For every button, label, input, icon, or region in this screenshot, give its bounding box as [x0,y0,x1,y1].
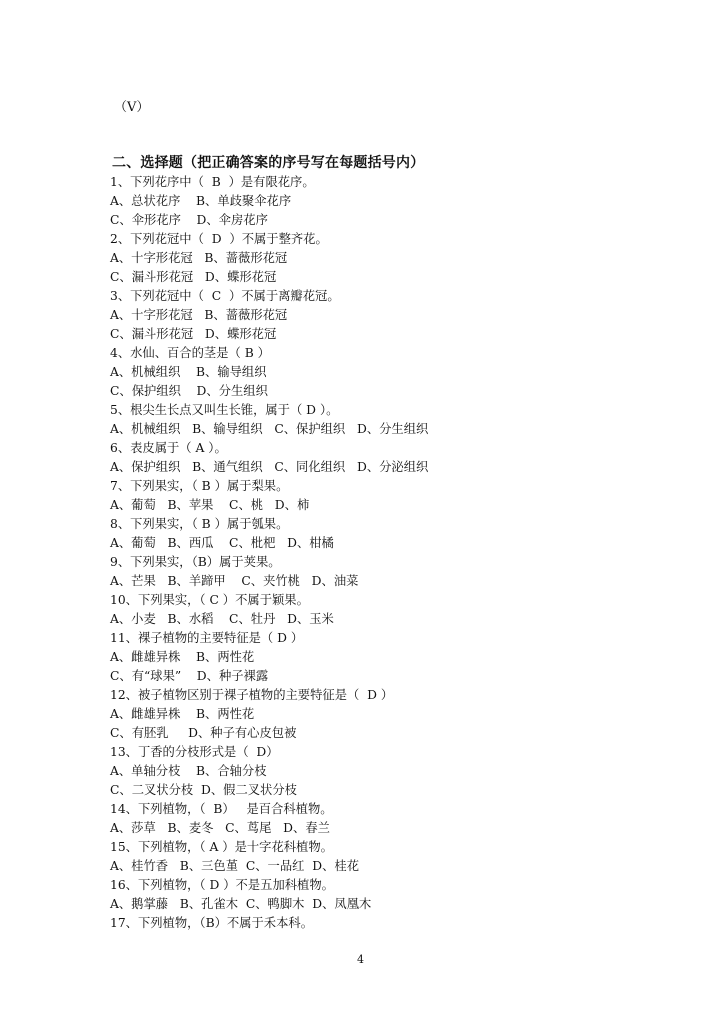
answer-options: A、雌雄异株 B、两性花 [110,650,255,664]
question-stem: 8、下列果实，（ B ）属于瓠果。 [110,517,289,531]
answer-options: A、小麦 B、水稻 C、牡丹 D、玉米 [110,612,334,626]
answer-options: C、漏斗形花冠 D、蝶形花冠 [110,270,277,284]
question-stem: 6、表皮属于（ A ）。 [110,441,227,455]
answer-options: C、保护组织 D、分生组织 [110,384,268,398]
question-stem: 15、下列植物，（ A ）是十字花科植物。 [110,840,333,854]
question-stem: 14、下列植物，（ B） 是百合科植物。 [110,802,333,816]
answer-options: C、有“球果” D、种子裸露 [110,669,269,683]
question-stem: 11、裸子植物的主要特征是（ D ） [110,631,304,645]
answer-options: A、十字形花冠 B、蔷薇形花冠 [110,251,288,265]
answer-options: C、伞形花序 D、伞房花序 [110,213,268,227]
answer-mark: （V） [114,100,150,115]
question-stem: 16、下列植物，（ D ）不是五加科植物。 [110,878,334,892]
answer-options: A、桂竹香 B、三色堇 C、一品红 D、桂花 [110,859,360,873]
answer-options: A、葡萄 B、西瓜 C、枇杷 D、柑橘 [110,536,334,550]
answer-options: A、十字形花冠 B、蔷薇形花冠 [110,308,288,322]
answer-options: C、二叉状分枝 D、假二叉状分枝 [110,783,297,797]
question-stem: 4、水仙、百合的茎是（ B ） [110,346,270,360]
question-stem: 17、下列植物，（B）不属于禾本科。 [110,916,313,930]
question-stem: 10、下列果实，（ C ）不属于颖果。 [110,593,309,607]
question-stem: 9、下列果实，（B）属于荚果。 [110,555,281,569]
answer-options: C、有胚乳 D、种子有心皮包被 [110,726,297,740]
question-stem: 5、根尖生长点又叫生长锥，属于（ D ）。 [110,403,339,417]
question-stem: 1、下列花序中（ B ）是有限花序。 [110,175,315,189]
question-stem: 3、下列花冠中（ C ）不属于离瓣花冠。 [110,289,340,303]
answer-options: A、保护组织 B、通气组织 C、同化组织 D、分泌组织 [110,460,429,474]
question-stem: 2、下列花冠中（ D ）不属于整齐花。 [110,232,328,246]
question-stem: 12、被子植物区别于裸子植物的主要特征是（ D ） [110,688,394,702]
answer-options: A、总状花序 B、单歧聚伞花序 [110,194,292,208]
answer-options: A、单轴分枝 B、合轴分枝 [110,764,267,778]
answer-options: C、漏斗形花冠 D、蝶形花冠 [110,327,277,341]
answer-options: A、机械组织 B、输导组织 C、保护组织 D、分生组织 [110,422,429,436]
question-list [110,173,428,933]
answer-options: A、芒果 B、羊蹄甲 C、夹竹桃 D、油菜 [110,574,359,588]
section-heading: 二、选择题（把正确答案的序号写在每题括号内） [112,155,425,171]
answer-options: A、莎草 B、麦冬 C、茑尾 D、春兰 [110,821,330,835]
answer-options: A、雌雄异株 B、两性花 [110,707,255,721]
answer-options: A、机械组织 B、输导组织 [110,365,267,379]
answer-options: A、葡萄 B、苹果 C、桃 D、柿 [110,498,310,512]
question-stem: 13、丁香的分枝形式是（ D） [110,745,279,759]
page-number: 4 [357,953,364,966]
answer-options: A、鹅掌藤 B、孔雀木 C、鸭脚木 D、凤凰木 [110,897,372,911]
question-stem: 7、下列果实，（ B ）属于梨果。 [110,479,289,493]
